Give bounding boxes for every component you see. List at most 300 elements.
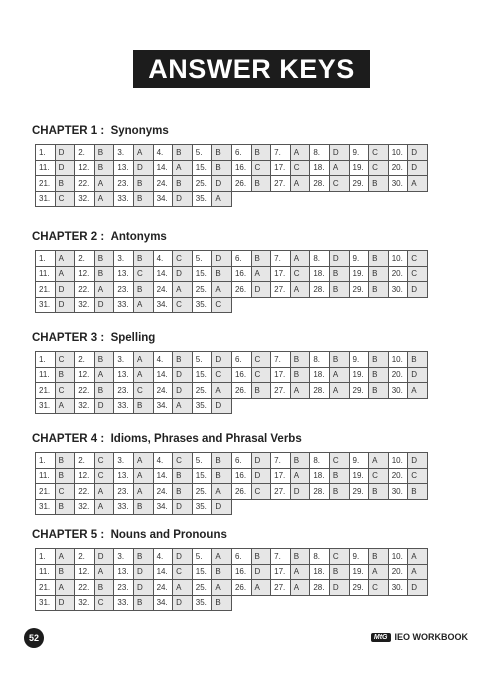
table-row (36, 453, 428, 469)
answer-cell: A (251, 266, 271, 282)
answer-cell: D (212, 176, 232, 192)
table-row (36, 398, 428, 414)
answer-cell: C (369, 145, 389, 161)
chapter-2-section (32, 230, 472, 313)
answer-cell: D (173, 367, 193, 383)
question-number: 18. (310, 266, 330, 282)
question-number: 15. (192, 468, 212, 484)
table-row (36, 549, 428, 565)
question-number: 24. (153, 580, 173, 596)
question-number: 4. (153, 549, 173, 565)
question-number: 13. (114, 160, 134, 176)
answer-cell: D (408, 282, 428, 298)
chapter-3-section (32, 331, 472, 414)
question-number: 28. (310, 282, 330, 298)
question-number: 4. (153, 453, 173, 469)
empty-cell (231, 595, 251, 611)
answer-cell: B (212, 453, 232, 469)
question-number: 35. (192, 297, 212, 313)
answer-cell: D (329, 145, 349, 161)
answer-cell: A (173, 398, 193, 414)
answer-cell: C (369, 580, 389, 596)
question-number: 18. (310, 468, 330, 484)
answer-cell: A (408, 564, 428, 580)
question-number: 27. (271, 176, 291, 192)
table-row (36, 266, 428, 282)
question-number: 9. (349, 352, 369, 368)
question-number: 21. (36, 484, 56, 500)
question-number: 32. (75, 398, 95, 414)
answer-cell: A (290, 468, 310, 484)
chapter-4-section (32, 432, 472, 515)
table-row (36, 145, 428, 161)
question-number: 35. (192, 398, 212, 414)
answer-cell: A (212, 549, 232, 565)
answer-cell: A (290, 564, 310, 580)
empty-cell (349, 297, 369, 313)
chapter-name: Spelling (110, 332, 156, 344)
answer-cell: A (133, 453, 153, 469)
question-number: 22. (75, 580, 95, 596)
answer-cell: C (251, 367, 271, 383)
question-number: 22. (75, 176, 95, 192)
answer-cell: B (173, 352, 193, 368)
answer-cell: D (251, 564, 271, 580)
answer-cell: A (94, 367, 114, 383)
question-number: 9. (349, 549, 369, 565)
question-number: 1. (36, 549, 56, 565)
chapter-heading (32, 528, 472, 542)
question-number: 20. (388, 367, 408, 383)
answer-cell: D (251, 453, 271, 469)
question-number: 34. (153, 297, 173, 313)
question-number: 12. (75, 160, 95, 176)
empty-cell (271, 398, 291, 414)
answer-cell: A (290, 176, 310, 192)
question-number: 4. (153, 145, 173, 161)
question-number: 14. (153, 266, 173, 282)
answer-cell: A (173, 580, 193, 596)
question-number: 3. (114, 453, 134, 469)
empty-cell (310, 191, 330, 207)
empty-cell (408, 398, 428, 414)
answer-cell: A (290, 251, 310, 267)
answer-cell: D (133, 580, 153, 596)
question-number: 24. (153, 176, 173, 192)
answer-cell: D (329, 580, 349, 596)
empty-cell (369, 499, 389, 515)
answer-cell: B (290, 549, 310, 565)
answer-cell: B (290, 352, 310, 368)
empty-cell (231, 398, 251, 414)
question-number: 25. (192, 176, 212, 192)
question-number: 7. (271, 453, 291, 469)
question-number: 7. (271, 352, 291, 368)
question-number: 15. (192, 564, 212, 580)
answer-cell: D (173, 383, 193, 399)
question-number: 23. (114, 580, 134, 596)
answer-cell: B (133, 398, 153, 414)
question-number: 12. (75, 564, 95, 580)
question-number: 17. (271, 160, 291, 176)
question-number: 27. (271, 383, 291, 399)
question-number: 5. (192, 549, 212, 565)
answer-cell: A (329, 367, 349, 383)
table-row (36, 191, 428, 207)
answer-cell: D (290, 484, 310, 500)
chapter-label: CHAPTER 4 : (32, 433, 105, 445)
empty-cell (408, 595, 428, 611)
answer-cell: D (94, 398, 114, 414)
answer-cell: A (251, 580, 271, 596)
question-number: 6. (231, 251, 251, 267)
page-number: 52 (24, 628, 44, 648)
question-number: 29. (349, 383, 369, 399)
answer-cell: A (329, 160, 349, 176)
chapter-heading (32, 230, 472, 244)
question-number: 16. (231, 160, 251, 176)
footer-branding (371, 632, 468, 642)
chapter-label: CHAPTER 3 : (32, 332, 105, 344)
question-number: 29. (349, 580, 369, 596)
empty-cell (251, 191, 271, 207)
question-number: 11. (36, 367, 56, 383)
answer-cell: D (408, 160, 428, 176)
answer-cell: D (212, 352, 232, 368)
chapter-label: CHAPTER 2 : (32, 231, 105, 243)
question-number: 25. (192, 383, 212, 399)
answer-cell: B (133, 499, 153, 515)
answer-cell: B (94, 352, 114, 368)
answer-cell: A (133, 297, 153, 313)
answer-cell: D (408, 367, 428, 383)
answer-cell: A (94, 499, 114, 515)
answer-cell: B (369, 251, 389, 267)
answer-cell: A (369, 453, 389, 469)
question-number: 24. (153, 484, 173, 500)
answer-cell: B (94, 251, 114, 267)
answer-cell: C (55, 383, 75, 399)
question-number: 17. (271, 367, 291, 383)
question-number: 14. (153, 468, 173, 484)
answer-cell: D (55, 160, 75, 176)
empty-cell (408, 499, 428, 515)
answer-cell: A (173, 160, 193, 176)
question-number: 16. (231, 367, 251, 383)
empty-cell (369, 595, 389, 611)
question-number: 18. (310, 160, 330, 176)
question-number: 31. (36, 297, 56, 313)
question-number: 15. (192, 160, 212, 176)
table-row (36, 251, 428, 267)
empty-cell (251, 398, 271, 414)
question-number: 8. (310, 453, 330, 469)
question-number: 26. (231, 484, 251, 500)
table-row (36, 383, 428, 399)
table-row (36, 468, 428, 484)
question-number: 17. (271, 564, 291, 580)
answer-cell: A (133, 352, 153, 368)
empty-cell (310, 595, 330, 611)
empty-cell (349, 499, 369, 515)
answer-cell: B (133, 549, 153, 565)
answer-cell: A (408, 383, 428, 399)
answer-cell: C (173, 297, 193, 313)
question-number: 30. (388, 484, 408, 500)
table-row (36, 595, 428, 611)
answer-cell: C (55, 352, 75, 368)
question-number: 10. (388, 251, 408, 267)
question-number: 16. (231, 266, 251, 282)
empty-cell (408, 297, 428, 313)
answer-cell: B (55, 367, 75, 383)
empty-cell (310, 499, 330, 515)
chapter-1-section (32, 124, 472, 207)
question-number: 2. (75, 549, 95, 565)
empty-cell (231, 297, 251, 313)
question-number: 8. (310, 352, 330, 368)
chapter-heading (32, 331, 472, 345)
answer-cell: A (290, 145, 310, 161)
chapter-label: CHAPTER 5 : (32, 529, 105, 541)
answer-cell: D (212, 251, 232, 267)
answer-cell: D (133, 564, 153, 580)
answer-cell: B (55, 176, 75, 192)
question-number: 2. (75, 352, 95, 368)
answer-cell: C (369, 468, 389, 484)
question-number: 30. (388, 580, 408, 596)
empty-cell (290, 595, 310, 611)
answer-cell: A (212, 191, 232, 207)
answer-cell: B (369, 282, 389, 298)
answer-key-table (35, 144, 428, 207)
answer-cell: B (251, 251, 271, 267)
answer-cell: D (55, 145, 75, 161)
answer-cell: C (173, 453, 193, 469)
answer-cell: B (329, 352, 349, 368)
empty-cell (388, 398, 408, 414)
answer-cell: D (212, 499, 232, 515)
question-number: 2. (75, 145, 95, 161)
question-number: 24. (153, 282, 173, 298)
question-number: 33. (114, 191, 134, 207)
question-number: 32. (75, 191, 95, 207)
question-number: 7. (271, 549, 291, 565)
question-number: 30. (388, 282, 408, 298)
answer-cell: A (329, 383, 349, 399)
question-number: 1. (36, 251, 56, 267)
question-number: 23. (114, 383, 134, 399)
answer-cell: D (94, 549, 114, 565)
question-number: 10. (388, 352, 408, 368)
question-number: 26. (231, 580, 251, 596)
answer-cell: B (329, 484, 349, 500)
answer-cell: A (290, 580, 310, 596)
question-number: 29. (349, 484, 369, 500)
table-row (36, 297, 428, 313)
question-number: 20. (388, 564, 408, 580)
answer-cell: A (133, 367, 153, 383)
answer-cell: D (173, 266, 193, 282)
empty-cell (388, 499, 408, 515)
empty-cell (329, 191, 349, 207)
question-number: 11. (36, 468, 56, 484)
answer-cell: C (94, 468, 114, 484)
question-number: 34. (153, 191, 173, 207)
answer-cell: C (173, 564, 193, 580)
table-row (36, 352, 428, 368)
question-number: 17. (271, 266, 291, 282)
workbook-label: IEO WORKBOOK (394, 632, 468, 642)
question-number: 20. (388, 160, 408, 176)
question-number: 33. (114, 499, 134, 515)
question-number: 4. (153, 352, 173, 368)
answer-cell: B (369, 266, 389, 282)
answer-cell: B (408, 484, 428, 500)
answer-cell: B (133, 191, 153, 207)
question-number: 29. (349, 282, 369, 298)
answer-cell: A (94, 564, 114, 580)
page-title: ANSWER KEYS (133, 50, 370, 88)
empty-cell (408, 191, 428, 207)
answer-cell: B (290, 453, 310, 469)
answer-cell: B (133, 251, 153, 267)
question-number: 26. (231, 176, 251, 192)
answer-cell: D (55, 282, 75, 298)
empty-cell (290, 191, 310, 207)
question-number: 8. (310, 145, 330, 161)
question-number: 3. (114, 352, 134, 368)
question-number: 15. (192, 367, 212, 383)
answer-cell: C (290, 266, 310, 282)
answer-cell: C (408, 251, 428, 267)
empty-cell (329, 297, 349, 313)
chapter-label: CHAPTER 1 : (32, 125, 105, 137)
answer-cell: B (173, 468, 193, 484)
answer-cell: A (212, 580, 232, 596)
answer-cell: B (369, 383, 389, 399)
question-number: 5. (192, 453, 212, 469)
answer-cell: A (212, 383, 232, 399)
chapter-name: Nouns and Pronouns (110, 529, 227, 541)
question-number: 13. (114, 367, 134, 383)
question-number: 23. (114, 484, 134, 500)
question-number: 5. (192, 145, 212, 161)
empty-cell (349, 595, 369, 611)
empty-cell (251, 595, 271, 611)
question-number: 12. (75, 468, 95, 484)
question-number: 23. (114, 282, 134, 298)
question-number: 2. (75, 453, 95, 469)
answer-cell: D (173, 499, 193, 515)
question-number: 3. (114, 145, 134, 161)
chapter-name: Idioms, Phrases and Phrasal Verbs (110, 433, 302, 445)
empty-cell (231, 191, 251, 207)
empty-cell (329, 595, 349, 611)
answer-cell: C (133, 266, 153, 282)
empty-cell (290, 499, 310, 515)
empty-cell (310, 297, 330, 313)
question-number: 16. (231, 468, 251, 484)
question-number: 1. (36, 145, 56, 161)
answer-cell: C (290, 160, 310, 176)
answer-cell: B (290, 367, 310, 383)
answer-cell: A (55, 549, 75, 565)
answer-cell: B (212, 595, 232, 611)
answer-cell: C (94, 595, 114, 611)
empty-cell (369, 191, 389, 207)
question-number: 20. (388, 468, 408, 484)
answer-cell: C (408, 266, 428, 282)
answer-cell: D (173, 595, 193, 611)
question-number: 12. (75, 266, 95, 282)
answer-cell: B (55, 453, 75, 469)
answer-cell: B (212, 564, 232, 580)
answer-cell: D (173, 191, 193, 207)
question-number: 9. (349, 145, 369, 161)
answer-cell: B (55, 564, 75, 580)
empty-cell (329, 398, 349, 414)
answer-cell: A (173, 282, 193, 298)
answer-cell: D (55, 297, 75, 313)
answer-cell: B (133, 282, 153, 298)
question-number: 5. (192, 352, 212, 368)
question-number: 30. (388, 383, 408, 399)
question-number: 34. (153, 595, 173, 611)
empty-cell (329, 499, 349, 515)
question-number: 33. (114, 398, 134, 414)
question-number: 10. (388, 453, 408, 469)
empty-cell (388, 297, 408, 313)
question-number: 6. (231, 352, 251, 368)
answer-cell: B (55, 468, 75, 484)
table-row (36, 484, 428, 500)
empty-cell (251, 499, 271, 515)
question-number: 13. (114, 468, 134, 484)
answer-cell: D (94, 297, 114, 313)
chapter-5-section (32, 528, 472, 611)
question-number: 24. (153, 383, 173, 399)
table-row (36, 564, 428, 580)
question-number: 26. (231, 282, 251, 298)
chapter-name: Antonyms (110, 231, 167, 243)
answer-cell: D (173, 549, 193, 565)
chapter-name: Synonyms (110, 125, 169, 137)
answer-key-table (35, 351, 428, 414)
answer-cell: A (369, 564, 389, 580)
answer-cell: B (369, 176, 389, 192)
answer-cell: B (251, 145, 271, 161)
mtg-logo: MtG (371, 633, 391, 642)
answer-cell: A (55, 266, 75, 282)
table-row (36, 367, 428, 383)
question-number: 34. (153, 398, 173, 414)
answer-key-table (35, 548, 428, 611)
answer-cell: B (369, 367, 389, 383)
empty-cell (310, 398, 330, 414)
empty-cell (251, 297, 271, 313)
answer-cell: D (55, 595, 75, 611)
answer-cell: B (369, 352, 389, 368)
answer-cell: B (173, 484, 193, 500)
answer-cell: B (369, 484, 389, 500)
empty-cell (388, 191, 408, 207)
answer-key-table (35, 250, 428, 313)
question-number: 27. (271, 580, 291, 596)
answer-cell: A (55, 580, 75, 596)
question-number: 6. (231, 453, 251, 469)
answer-cell: B (55, 499, 75, 515)
